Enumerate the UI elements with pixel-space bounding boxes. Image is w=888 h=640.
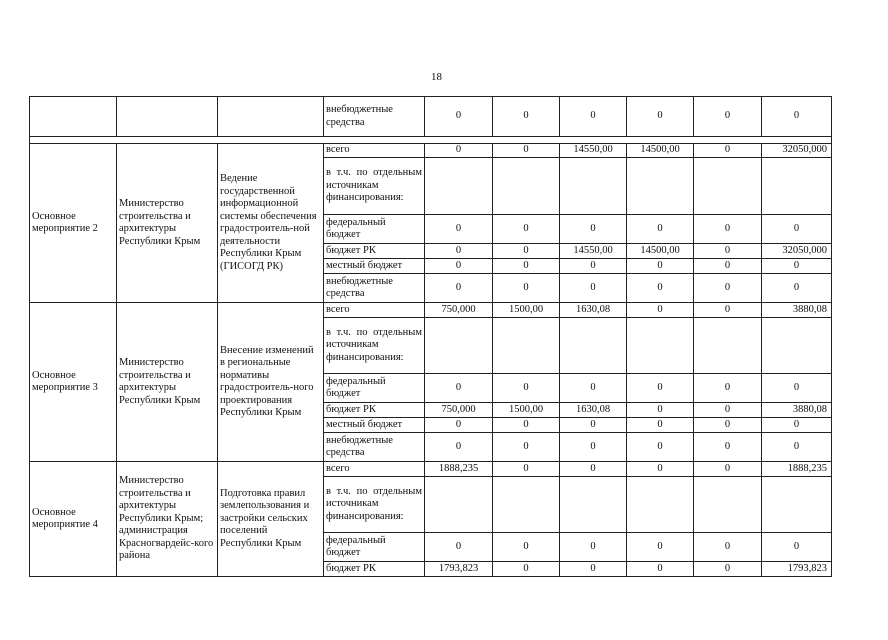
value-cell: 0 bbox=[694, 403, 762, 418]
source-label: в т.ч. по отдельным источникам финансирования: bbox=[324, 158, 425, 215]
source-label: бюджет РК bbox=[324, 244, 425, 259]
source-label: федеральный бюджет bbox=[324, 374, 425, 403]
value-cell: 0 bbox=[762, 418, 832, 433]
responsible-ministry: Министерство строительства и архитектуры Республики Крым bbox=[117, 303, 218, 462]
value-cell: 0 bbox=[694, 97, 762, 137]
empty-cell bbox=[117, 97, 218, 137]
value-cell: 0 bbox=[493, 374, 560, 403]
value-cell: 1888,235 bbox=[762, 462, 832, 477]
table-row bbox=[30, 144, 832, 158]
value-cell: 14500,00 bbox=[627, 244, 694, 259]
value-cell: 32050,000 bbox=[762, 244, 832, 259]
value-cell: 0 bbox=[560, 215, 627, 244]
value-cell: 0 bbox=[560, 97, 627, 137]
responsible-ministry: Министерство строительства и архитектуры Республики Крым; администрация Красногвардейс-кого района bbox=[117, 462, 218, 577]
value-cell: 750,000 bbox=[425, 303, 493, 318]
value-cell: 0 bbox=[627, 418, 694, 433]
value-cell: 0 bbox=[694, 562, 762, 577]
value-cell: 0 bbox=[762, 433, 832, 462]
value-cell: 0 bbox=[560, 259, 627, 274]
value-cell: 0 bbox=[560, 433, 627, 462]
value-cell: 0 bbox=[627, 97, 694, 137]
value-cell: 0 bbox=[425, 244, 493, 259]
value-cell: 0 bbox=[425, 418, 493, 433]
value-cell: 1793,823 bbox=[425, 562, 493, 577]
page-number: 18 bbox=[431, 71, 442, 83]
value-cell: 0 bbox=[694, 215, 762, 244]
value-cell: 0 bbox=[493, 462, 560, 477]
value-cell: 0 bbox=[627, 215, 694, 244]
value-cell: 1888,235 bbox=[425, 462, 493, 477]
source-label: федеральный бюджет bbox=[324, 533, 425, 562]
value-cell: 0 bbox=[560, 562, 627, 577]
value-cell: 0 bbox=[627, 274, 694, 303]
value-cell: 0 bbox=[694, 303, 762, 318]
value-cell: 0 bbox=[694, 274, 762, 303]
source-label: всего bbox=[324, 303, 425, 318]
measure-name: Основное мероприятие 4 bbox=[30, 462, 117, 577]
source-label: внебюджетные средства bbox=[324, 433, 425, 462]
value-cell: 1500,00 bbox=[493, 303, 560, 318]
measure-description: Подготовка правил землепользования и застройки сельских поселений Республики Крым bbox=[218, 462, 324, 577]
table-gap bbox=[30, 137, 832, 144]
value-cell: 14500,00 bbox=[627, 144, 694, 158]
value-cell: 0 bbox=[627, 462, 694, 477]
value-cell: 0 bbox=[425, 533, 493, 562]
value-cell: 0 bbox=[560, 374, 627, 403]
value-cell: 0 bbox=[560, 533, 627, 562]
value-cell: 0 bbox=[694, 374, 762, 403]
value-cell: 0 bbox=[694, 433, 762, 462]
source-label: всего bbox=[324, 144, 425, 158]
measure-name: Основное мероприятие 2 bbox=[30, 144, 117, 303]
table-row bbox=[30, 97, 832, 137]
measure-description: Ведение государственной информационной системы обеспечения градостроитель-ной деятельности Республики Крым (ГИСОГД РК) bbox=[218, 144, 324, 303]
value-cell: 0 bbox=[560, 274, 627, 303]
value-cell: 1500,00 bbox=[493, 403, 560, 418]
value-cell: 32050,000 bbox=[762, 144, 832, 158]
value-cell: 0 bbox=[694, 244, 762, 259]
value-cell: 0 bbox=[627, 303, 694, 318]
value-cell: 0 bbox=[493, 418, 560, 433]
value-cell: 1630,08 bbox=[560, 403, 627, 418]
value-cell: 0 bbox=[493, 562, 560, 577]
empty-cell bbox=[30, 97, 117, 137]
source-label: местный бюджет bbox=[324, 418, 425, 433]
source-label: внебюджетные средства bbox=[324, 274, 425, 303]
value-cell: 0 bbox=[762, 533, 832, 562]
value-cell: 0 bbox=[762, 215, 832, 244]
value-cell: 0 bbox=[425, 97, 493, 137]
value-cell: 0 bbox=[493, 533, 560, 562]
value-cell: 3880,08 bbox=[762, 303, 832, 318]
value-cell: 0 bbox=[425, 274, 493, 303]
responsible-ministry: Министерство строительства и архитектуры Республики Крым bbox=[117, 144, 218, 303]
source-label: местный бюджет bbox=[324, 259, 425, 274]
financing-table bbox=[29, 96, 832, 577]
source-label: федеральный бюджет bbox=[324, 215, 425, 244]
value-cell: 0 bbox=[762, 374, 832, 403]
value-cell: 0 bbox=[694, 418, 762, 433]
value-cell: 0 bbox=[762, 97, 832, 137]
value-cell: 0 bbox=[493, 433, 560, 462]
value-cell: 0 bbox=[493, 274, 560, 303]
value-cell: 0 bbox=[694, 462, 762, 477]
value-cell: 0 bbox=[493, 144, 560, 158]
value-cell: 750,000 bbox=[425, 403, 493, 418]
table-row bbox=[30, 462, 832, 477]
measure-description: Внесение изменений в региональные нормативы градостроитель-ного проектирования Республики Крым bbox=[218, 303, 324, 462]
value-cell: 0 bbox=[627, 533, 694, 562]
value-cell: 1630,08 bbox=[560, 303, 627, 318]
value-cell: 0 bbox=[694, 259, 762, 274]
value-cell: 0 bbox=[694, 533, 762, 562]
source-label: в т.ч. по отдельным источникам финансирования: bbox=[324, 477, 425, 533]
value-cell: 0 bbox=[493, 259, 560, 274]
value-cell: 0 bbox=[762, 274, 832, 303]
value-cell: 0 bbox=[627, 403, 694, 418]
value-cell: 0 bbox=[493, 215, 560, 244]
value-cell: 0 bbox=[627, 562, 694, 577]
value-cell: 3880,08 bbox=[762, 403, 832, 418]
value-cell: 0 bbox=[425, 215, 493, 244]
table-row bbox=[30, 303, 832, 318]
source-label: внебюджетные средства bbox=[324, 97, 425, 137]
value-cell: 1793,823 bbox=[762, 562, 832, 577]
value-cell: 0 bbox=[493, 244, 560, 259]
value-cell: 0 bbox=[493, 97, 560, 137]
value-cell: 0 bbox=[425, 259, 493, 274]
value-cell: 0 bbox=[627, 259, 694, 274]
value-cell: 0 bbox=[694, 144, 762, 158]
value-cell: 0 bbox=[560, 418, 627, 433]
value-cell: 14550,00 bbox=[560, 144, 627, 158]
source-label: бюджет РК bbox=[324, 403, 425, 418]
value-cell: 0 bbox=[425, 144, 493, 158]
value-cell: 0 bbox=[425, 374, 493, 403]
value-cell: 14550,00 bbox=[560, 244, 627, 259]
source-label: бюджет РК bbox=[324, 562, 425, 577]
measure-name: Основное мероприятие 3 bbox=[30, 303, 117, 462]
value-cell: 0 bbox=[560, 462, 627, 477]
source-label: в т.ч. по отдельным источникам финансирования: bbox=[324, 318, 425, 374]
value-cell: 0 bbox=[425, 433, 493, 462]
value-cell: 0 bbox=[762, 259, 832, 274]
value-cell: 0 bbox=[627, 433, 694, 462]
source-label: всего bbox=[324, 462, 425, 477]
empty-cell bbox=[218, 97, 324, 137]
value-cell: 0 bbox=[627, 374, 694, 403]
